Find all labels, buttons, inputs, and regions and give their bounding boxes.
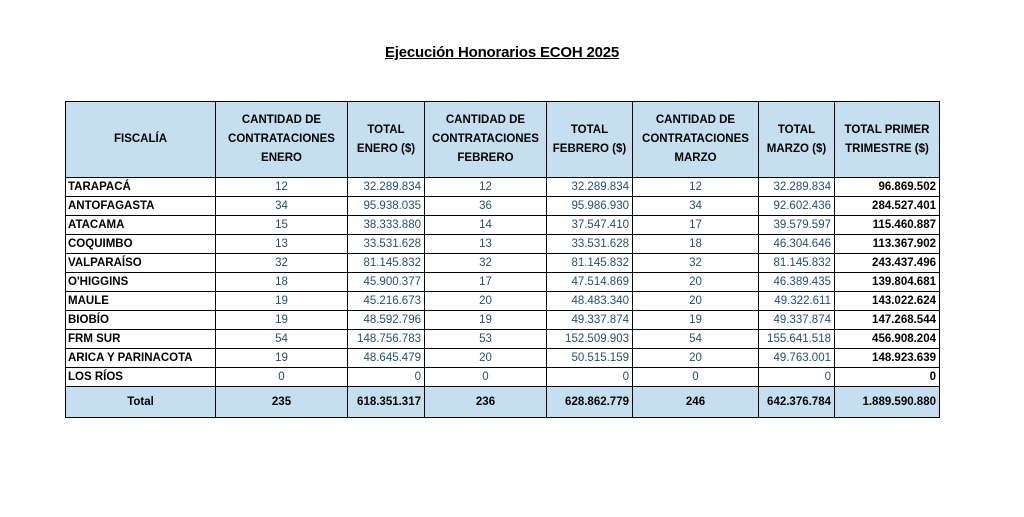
table-row: [66, 254, 940, 273]
table-row: [66, 216, 940, 235]
cell-total-marzo: 46.389.435: [759, 273, 835, 292]
total-cant-febrero: 236: [425, 387, 547, 418]
cell-total-enero: 48.645.479: [348, 349, 425, 368]
cell-total-marzo: 155.641.518: [759, 330, 835, 349]
cell-total-trimestre: 143.022.624: [835, 292, 940, 311]
cell-total-febrero: 81.145.832: [547, 254, 633, 273]
cell-total-trimestre: 147.268.544: [835, 311, 940, 330]
header-cant-enero: CANTIDAD DE CONTRATACIONES ENERO: [216, 102, 348, 178]
total-total-trimestre: 1.889.590.880: [835, 387, 940, 418]
header-total-febrero: TOTAL FEBRERO ($): [547, 102, 633, 178]
cell-cant-marzo: 19: [633, 311, 759, 330]
cell-total-enero: 33.531.628: [348, 235, 425, 254]
cell-cant-marzo: 54: [633, 330, 759, 349]
table-row: [66, 178, 940, 197]
cell-cant-febrero: 13: [425, 235, 547, 254]
cell-cant-enero: 19: [216, 311, 348, 330]
honorarios-table: [65, 101, 940, 418]
header-total-enero: TOTAL ENERO ($): [348, 102, 425, 178]
cell-cant-marzo: 20: [633, 292, 759, 311]
cell-cant-enero: 34: [216, 197, 348, 216]
cell-total-enero: 95.938.035: [348, 197, 425, 216]
total-total-febrero: 628.862.779: [547, 387, 633, 418]
cell-total-trimestre: 0: [835, 368, 940, 387]
cell-fiscalia: ANTOFAGASTA: [66, 197, 216, 216]
cell-total-marzo: 49.337.874: [759, 311, 835, 330]
cell-cant-enero: 12: [216, 178, 348, 197]
cell-cant-febrero: 0: [425, 368, 547, 387]
cell-cant-marzo: 17: [633, 216, 759, 235]
cell-fiscalia: MAULE: [66, 292, 216, 311]
cell-cant-marzo: 12: [633, 178, 759, 197]
cell-cant-enero: 19: [216, 349, 348, 368]
cell-total-marzo: 49.322.611: [759, 292, 835, 311]
cell-total-trimestre: 243.437.496: [835, 254, 940, 273]
cell-total-febrero: 37.547.410: [547, 216, 633, 235]
cell-total-trimestre: 113.367.902: [835, 235, 940, 254]
cell-fiscalia: TARAPACÁ: [66, 178, 216, 197]
header-cant-febrero: CANTIDAD DE CONTRATACIONES FEBRERO: [425, 102, 547, 178]
cell-total-febrero: 95.986.930: [547, 197, 633, 216]
table-row: [66, 311, 940, 330]
cell-cant-marzo: 20: [633, 273, 759, 292]
cell-total-marzo: 49.763.001: [759, 349, 835, 368]
cell-cant-febrero: 53: [425, 330, 547, 349]
cell-cant-marzo: 0: [633, 368, 759, 387]
cell-total-marzo: 0: [759, 368, 835, 387]
cell-total-enero: 38.333.880: [348, 216, 425, 235]
cell-total-febrero: 47.514.869: [547, 273, 633, 292]
cell-total-enero: 81.145.832: [348, 254, 425, 273]
cell-cant-febrero: 14: [425, 216, 547, 235]
total-row: [66, 387, 940, 418]
cell-fiscalia: BIOBÍO: [66, 311, 216, 330]
cell-total-enero: 32.289.834: [348, 178, 425, 197]
cell-total-enero: 0: [348, 368, 425, 387]
header-cant-marzo: CANTIDAD DE CONTRATACIONES MARZO: [633, 102, 759, 178]
cell-cant-enero: 0: [216, 368, 348, 387]
cell-fiscalia: VALPARAÍSO: [66, 254, 216, 273]
cell-total-trimestre: 115.460.887: [835, 216, 940, 235]
cell-total-febrero: 32.289.834: [547, 178, 633, 197]
cell-total-febrero: 49.337.874: [547, 311, 633, 330]
cell-total-trimestre: 456.908.204: [835, 330, 940, 349]
cell-total-trimestre: 284.527.401: [835, 197, 940, 216]
cell-cant-enero: 13: [216, 235, 348, 254]
cell-fiscalia: LOS RÍOS: [66, 368, 216, 387]
cell-cant-marzo: 20: [633, 349, 759, 368]
cell-cant-enero: 32: [216, 254, 348, 273]
table-row: [66, 273, 940, 292]
cell-total-febrero: 0: [547, 368, 633, 387]
total-total-enero: 618.351.317: [348, 387, 425, 418]
header-total-marzo: TOTAL MARZO ($): [759, 102, 835, 178]
total-total-marzo: 642.376.784: [759, 387, 835, 418]
total-label: Total: [66, 387, 216, 418]
cell-cant-febrero: 17: [425, 273, 547, 292]
cell-cant-febrero: 36: [425, 197, 547, 216]
cell-fiscalia: ATACAMA: [66, 216, 216, 235]
cell-cant-enero: 54: [216, 330, 348, 349]
cell-cant-marzo: 32: [633, 254, 759, 273]
cell-total-marzo: 81.145.832: [759, 254, 835, 273]
cell-total-trimestre: 96.869.502: [835, 178, 940, 197]
cell-total-febrero: 33.531.628: [547, 235, 633, 254]
cell-cant-enero: 18: [216, 273, 348, 292]
table-row: [66, 197, 940, 216]
cell-total-marzo: 39.579.597: [759, 216, 835, 235]
cell-cant-enero: 19: [216, 292, 348, 311]
cell-total-febrero: 152.509.903: [547, 330, 633, 349]
cell-cant-marzo: 18: [633, 235, 759, 254]
table-row: [66, 235, 940, 254]
cell-cant-febrero: 20: [425, 349, 547, 368]
cell-cant-febrero: 32: [425, 254, 547, 273]
cell-cant-marzo: 34: [633, 197, 759, 216]
header-fiscalia: FISCALÍA: [66, 102, 216, 178]
cell-fiscalia: FRM SUR: [66, 330, 216, 349]
cell-cant-febrero: 12: [425, 178, 547, 197]
header-total-trimestre: TOTAL PRIMER TRIMESTRE ($): [835, 102, 940, 178]
cell-total-trimestre: 148.923.639: [835, 349, 940, 368]
cell-total-trimestre: 139.804.681: [835, 273, 940, 292]
cell-fiscalia: O'HIGGINS: [66, 273, 216, 292]
cell-cant-febrero: 19: [425, 311, 547, 330]
cell-total-febrero: 48.483.340: [547, 292, 633, 311]
total-cant-marzo: 246: [633, 387, 759, 418]
total-cant-enero: 235: [216, 387, 348, 418]
table-row: [66, 292, 940, 311]
cell-fiscalia: COQUIMBO: [66, 235, 216, 254]
cell-cant-febrero: 20: [425, 292, 547, 311]
cell-total-enero: 148.756.783: [348, 330, 425, 349]
cell-total-enero: 45.216.673: [348, 292, 425, 311]
table-row: [66, 368, 940, 387]
cell-fiscalia: ARICA Y PARINACOTA: [66, 349, 216, 368]
cell-total-marzo: 92.602.436: [759, 197, 835, 216]
page-title: Ejecución Honorarios ECOH 2025: [384, 44, 620, 61]
cell-total-marzo: 32.289.834: [759, 178, 835, 197]
cell-total-febrero: 50.515.159: [547, 349, 633, 368]
cell-cant-enero: 15: [216, 216, 348, 235]
table-row: [66, 330, 940, 349]
table-row: [66, 349, 940, 368]
cell-total-enero: 45.900.377: [348, 273, 425, 292]
cell-total-enero: 48.592.796: [348, 311, 425, 330]
cell-total-marzo: 46.304.646: [759, 235, 835, 254]
header-row: [66, 102, 940, 178]
